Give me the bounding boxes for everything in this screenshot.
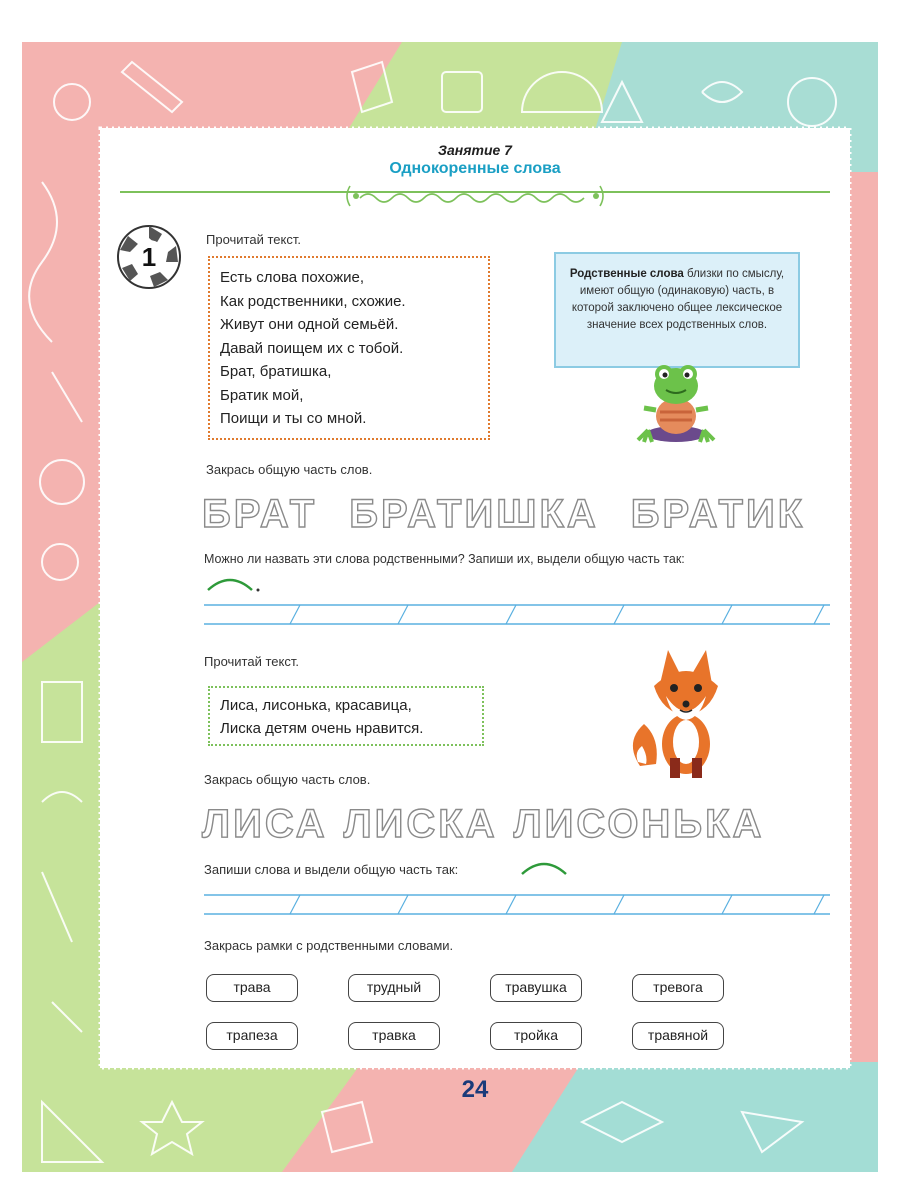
word-chip[interactable]: травушка [490, 974, 582, 1002]
fox-poem-line: Лиса, лисонька, красавица, [220, 697, 412, 714]
outline-word[interactable]: БРАТИШКА [349, 492, 599, 536]
poem-line: Поищи и ты со мной. [220, 410, 367, 427]
definition-box [554, 252, 800, 368]
poem-line: Есть слова похожие, [220, 269, 364, 286]
root-arc-icon [518, 856, 574, 878]
word-chip[interactable]: тройка [490, 1022, 582, 1050]
frog-illustration [636, 360, 716, 444]
word-chip[interactable]: тревога [632, 974, 724, 1002]
definition-term: Родственные слова [569, 268, 684, 280]
fox-poem-line: Лиска детям очень нравится. [220, 720, 424, 737]
chip-instruction: Закрась рамки с родственными словами. [204, 938, 454, 953]
fox-illustration [630, 646, 730, 786]
worksheet-page [100, 128, 850, 1103]
word-chip[interactable]: травяной [632, 1022, 724, 1050]
outline-word[interactable]: БРАТИК [630, 492, 806, 536]
outline-word[interactable]: ЛИСОНЬКА [513, 802, 765, 846]
word-chip[interactable]: травка [348, 1022, 440, 1050]
word-chip[interactable]: трудный [348, 974, 440, 1002]
color-instruction-1: Закрась общую часть слов. [206, 462, 373, 477]
question-text: Можно ли назвать эти слова родственными? Запиши их, выдели общую часть так: [204, 552, 685, 566]
read-instruction-2: Прочитай текст. [204, 654, 299, 669]
poem-line: Как родственники, схожие. [220, 292, 406, 310]
page-number: 24 [461, 1076, 489, 1103]
outline-word[interactable]: БРАТ [202, 492, 318, 536]
root-arc-icon [204, 572, 264, 596]
poem-line: Братик мой, [220, 386, 304, 404]
outline-word[interactable]: ЛИСА [202, 802, 328, 846]
definition-text: близки по смыслу, имеют общую (одинаковую) часть, в которой заключено общее лексическое значение всех родственных слов. [571, 268, 785, 331]
word-chip[interactable]: трава [206, 974, 298, 1002]
writing-lines-1[interactable] [204, 602, 830, 628]
read-instruction-1: Прочитай текст. [206, 232, 301, 247]
fox-poem-box [208, 686, 484, 746]
outline-word[interactable]: ЛИСКА [343, 802, 498, 846]
poem-line: Живут они одной семьёй. [220, 316, 399, 333]
outline-words-brat [202, 492, 837, 537]
lesson-number: Занятие 7 [438, 142, 512, 158]
word-chip[interactable]: трапеза [206, 1022, 298, 1050]
writing-lines-2[interactable] [204, 892, 830, 918]
write-instruction: Запиши слова и выдели общую часть так: [204, 862, 459, 877]
poem-line: Давай поищем их с тобой. [220, 339, 404, 357]
task-number: 1 [141, 242, 157, 272]
ornament-divider [120, 184, 830, 208]
outline-words-lisa [202, 802, 780, 847]
poem-box [208, 256, 490, 440]
color-instruction-2: Закрась общую часть слов. [204, 772, 371, 787]
lesson-title: Однокоренные слова [389, 160, 561, 177]
poem-line: Брат, братишка, [220, 363, 332, 380]
task-number-badge [116, 224, 182, 290]
